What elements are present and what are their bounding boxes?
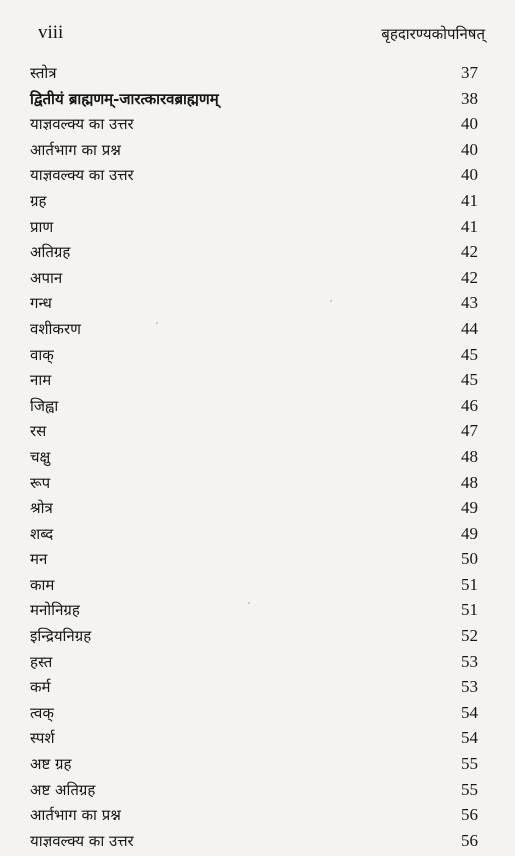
toc-entry-title: आर्तभाग का प्रश्न (30, 140, 121, 159)
toc-entry-title: मनोनिग्रह (30, 601, 80, 620)
toc-row (0, 342, 515, 368)
toc-entry-title: कर्म (30, 678, 51, 697)
toc-entry-title: अतिग्रह (30, 243, 71, 262)
toc-row (0, 700, 515, 726)
toc-entry-page: 55 (461, 754, 478, 774)
toc-entry-title: चक्षु (30, 447, 51, 466)
toc-entry-page: 49 (461, 498, 478, 518)
toc-row (0, 265, 515, 291)
paper-speck (156, 322, 158, 324)
toc-entry-page: 51 (461, 600, 478, 620)
toc-row (0, 828, 515, 854)
toc-row (0, 214, 515, 240)
toc-row (0, 162, 515, 188)
toc-entry-page: 47 (461, 421, 478, 441)
toc-row (0, 316, 515, 342)
toc-entry-title: हस्त (30, 652, 53, 671)
toc-entry-page: 56 (461, 805, 478, 825)
toc-entry-title: आर्तभाग का प्रश्न (30, 806, 121, 825)
running-header (0, 20, 515, 48)
toc-entry-page: 43 (461, 293, 478, 313)
toc-row (0, 802, 515, 828)
toc-entry-title: शब्द (30, 524, 54, 543)
toc-row (0, 60, 515, 86)
toc-entry-page: 46 (461, 395, 478, 415)
toc-entry-title: द्वितीयं ब्राह्मणम्-जारत्कारवब्राह्मणम् (30, 89, 219, 108)
toc-row (0, 418, 515, 444)
toc-row (0, 623, 515, 649)
toc-entry-page: 53 (461, 677, 478, 697)
page-number: viii (38, 22, 64, 43)
toc-entry-title: याज्ञवल्क्य का उत्तर (30, 831, 134, 850)
toc-entry-title: स्पर्श (30, 729, 55, 748)
toc-entry-title: मन (30, 550, 48, 569)
toc-entry-title: गन्ध (30, 294, 52, 313)
toc-entry-page: 41 (461, 190, 478, 210)
toc-entry-title: अपान (30, 268, 63, 287)
toc-entry-page: 38 (461, 88, 478, 108)
toc-entry-page: 51 (461, 574, 478, 594)
toc-row (0, 572, 515, 598)
toc-entry-title: रूप (30, 473, 51, 492)
toc-entry-page: 54 (461, 728, 478, 748)
toc-entry-page: 55 (461, 779, 478, 799)
toc-row (0, 597, 515, 623)
toc-entry-page: 40 (461, 114, 478, 134)
toc-row (0, 777, 515, 803)
toc-entry-title: याज्ञवल्क्य का उत्तर (30, 166, 134, 185)
toc-row (0, 444, 515, 470)
toc-row (0, 470, 515, 496)
toc-entry-page: 56 (461, 830, 478, 850)
toc-entry-page: 44 (461, 318, 478, 338)
toc-row (0, 86, 515, 112)
toc-entry-page: 42 (461, 242, 478, 262)
toc-entry-title: स्तोत्र (30, 64, 57, 82)
toc-entry-title: अष्ट ग्रह (30, 755, 72, 774)
toc-row (0, 393, 515, 419)
toc-entry-page: 42 (461, 267, 478, 287)
toc-row (0, 137, 515, 163)
toc-entry-title: त्वक् (30, 703, 54, 722)
toc-entry-page: 41 (461, 216, 478, 236)
toc-entry-title: इन्द्रियनिग्रह (30, 627, 92, 646)
toc-row (0, 188, 515, 214)
paper-speck (330, 300, 332, 302)
toc-entry-title: काम (30, 575, 55, 594)
toc-entry-page: 52 (461, 626, 478, 646)
toc-entry-title: श्रोत्र (30, 499, 53, 518)
toc-entry-title: अष्ट अतिग्रह (30, 780, 96, 799)
toc-entry-page: 40 (461, 165, 478, 185)
toc-entry-title: नाम (30, 371, 52, 390)
toc-row (0, 367, 515, 393)
book-title: बृहदारण्यकोपनिषत् (381, 25, 485, 43)
toc-entry-title: ग्रह (30, 191, 47, 210)
toc-entry-title: याज्ञवल्क्य का उत्तर (30, 115, 134, 134)
toc-row (0, 239, 515, 265)
toc-row (0, 674, 515, 700)
toc-entry-title: जिह्वा (30, 396, 59, 415)
table-of-contents (0, 60, 515, 853)
toc-row (0, 546, 515, 572)
toc-entry-page: 40 (461, 139, 478, 159)
toc-entry-title: वाक् (30, 345, 54, 364)
toc-entry-page: 48 (461, 446, 478, 466)
toc-entry-title: वशीकरण (30, 319, 81, 338)
toc-entry-title: रस (30, 422, 47, 441)
toc-row (0, 495, 515, 521)
toc-entry-page: 45 (461, 344, 478, 364)
toc-entry-page: 37 (461, 63, 478, 82)
toc-entry-page: 53 (461, 651, 478, 671)
toc-row (0, 521, 515, 547)
toc-row (0, 751, 515, 777)
toc-row (0, 111, 515, 137)
toc-row (0, 725, 515, 751)
paper-speck (248, 602, 250, 604)
toc-entry-page: 49 (461, 523, 478, 543)
toc-row (0, 290, 515, 316)
toc-row (0, 649, 515, 675)
toc-entry-title: प्राण (30, 217, 54, 236)
toc-entry-page: 48 (461, 472, 478, 492)
toc-entry-page: 54 (461, 702, 478, 722)
toc-entry-page: 45 (461, 370, 478, 390)
toc-entry-page: 50 (461, 549, 478, 569)
